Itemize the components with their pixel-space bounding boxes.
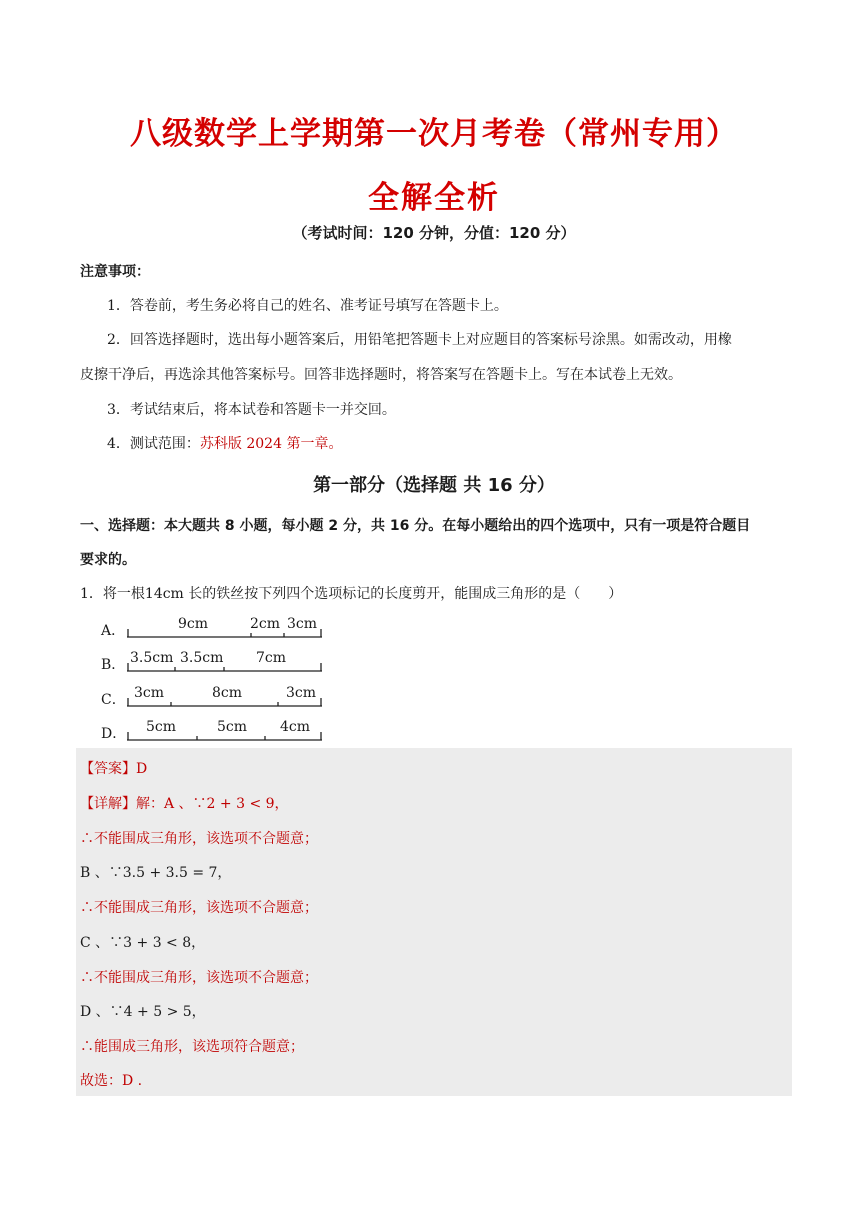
detail-line-4: ∴不能围成三角形，该选项不合题意； <box>80 900 318 916</box>
option-b-segment-1-label: 3.5cm <box>130 650 174 666</box>
detail-line-3: B 、∵3.5 + 3.5 = 7， <box>80 865 232 881</box>
option-b-segment-2-label: 3.5cm <box>180 650 224 666</box>
notes-item-4 <box>107 433 342 453</box>
answer-line <box>80 758 147 778</box>
answer-value: D <box>136 761 148 777</box>
question-1-stem: 1．将一根14cm 长的铁丝按下列四个选项标记的长度剪开，能围成三角形的是（ ） <box>80 586 623 602</box>
answer-tag: 【答案】 <box>80 761 136 777</box>
detail-line-5: C 、∵3 + 3 < 8， <box>80 935 206 951</box>
option-c-letter: C． <box>101 692 126 708</box>
detail-line-8: ∴能围成三角形，该选项符合题意； <box>80 1039 304 1055</box>
option-b-segment-3-label: 7cm <box>256 650 287 666</box>
section-instruction-line-2: 要求的。 <box>80 552 136 568</box>
notes-heading: 注意事项： <box>80 264 150 280</box>
option-a-segment-2-label: 2cm <box>250 616 281 632</box>
option-a-letter: A． <box>101 623 126 639</box>
option-d-segment-3-label: 4cm <box>280 719 311 735</box>
option-c-segment-2-label: 8cm <box>212 685 243 701</box>
option-b-letter: B． <box>101 657 126 673</box>
detail-line-6: ∴不能围成三角形，该选项不合题意； <box>80 970 318 986</box>
option-d-segment-1-label: 5cm <box>146 719 177 735</box>
exam-info: （考试时间：120 分钟，分值：120 分） <box>292 224 576 242</box>
option-d-segment-2-label: 5cm <box>217 719 248 735</box>
notes-item-2-line-1: 2．回答选择题时，选出每小题答案后，用铅笔把答题卡上对应题目的答案标号涂黑。如需改动，用橡 <box>107 332 732 348</box>
test-range: 苏科版 2024 第一章。 <box>199 436 343 452</box>
detail-line-1 <box>80 793 289 813</box>
notes-item-2-line-2: 皮擦干净后，再选涂其他答案标号。回答非选择题时，将答案写在答题卡上。写在本试卷上无效。 <box>80 367 682 383</box>
detail-line-9: 故选：D . <box>80 1073 143 1089</box>
detail-tag: 【详解】 <box>80 796 136 812</box>
option-c-segment-1-label: 3cm <box>134 685 165 701</box>
document-subtitle: 全解全析 <box>368 180 500 216</box>
notes-item-1: 1．答卷前，考生务必将自己的姓名、准考证号填写在答题卡上。 <box>107 298 508 314</box>
section-instruction-line-1: 一、选择题：本大题共 8 小题，每小题 2 分，共 16 分。在每小题给出的四个选项中，只有一项是符合题目 <box>80 518 751 534</box>
answer-explanation-box <box>76 748 792 1096</box>
detail-line-2: ∴不能围成三角形，该选项不合题意； <box>80 831 318 847</box>
option-a-segment-1-label: 9cm <box>178 616 209 632</box>
detail-start: 解：A 、∵2 + 3 < 9， <box>136 796 289 812</box>
detail-line-7: D 、∵4 + 5 > 5， <box>80 1004 206 1020</box>
document-title: 八级数学上学期第一次月考卷（常州专用） <box>130 116 738 152</box>
notes-item-3: 3．考试结束后，将本试卷和答题卡一并交回。 <box>107 402 396 418</box>
option-d-letter: D． <box>101 726 127 742</box>
option-c-segment-3-label: 3cm <box>286 685 317 701</box>
notes-item-4-prefix: 4．测试范围： <box>107 436 200 452</box>
option-a-segment-3-label: 3cm <box>287 616 318 632</box>
section-title: 第一部分（选择题 共 16 分） <box>313 475 555 496</box>
